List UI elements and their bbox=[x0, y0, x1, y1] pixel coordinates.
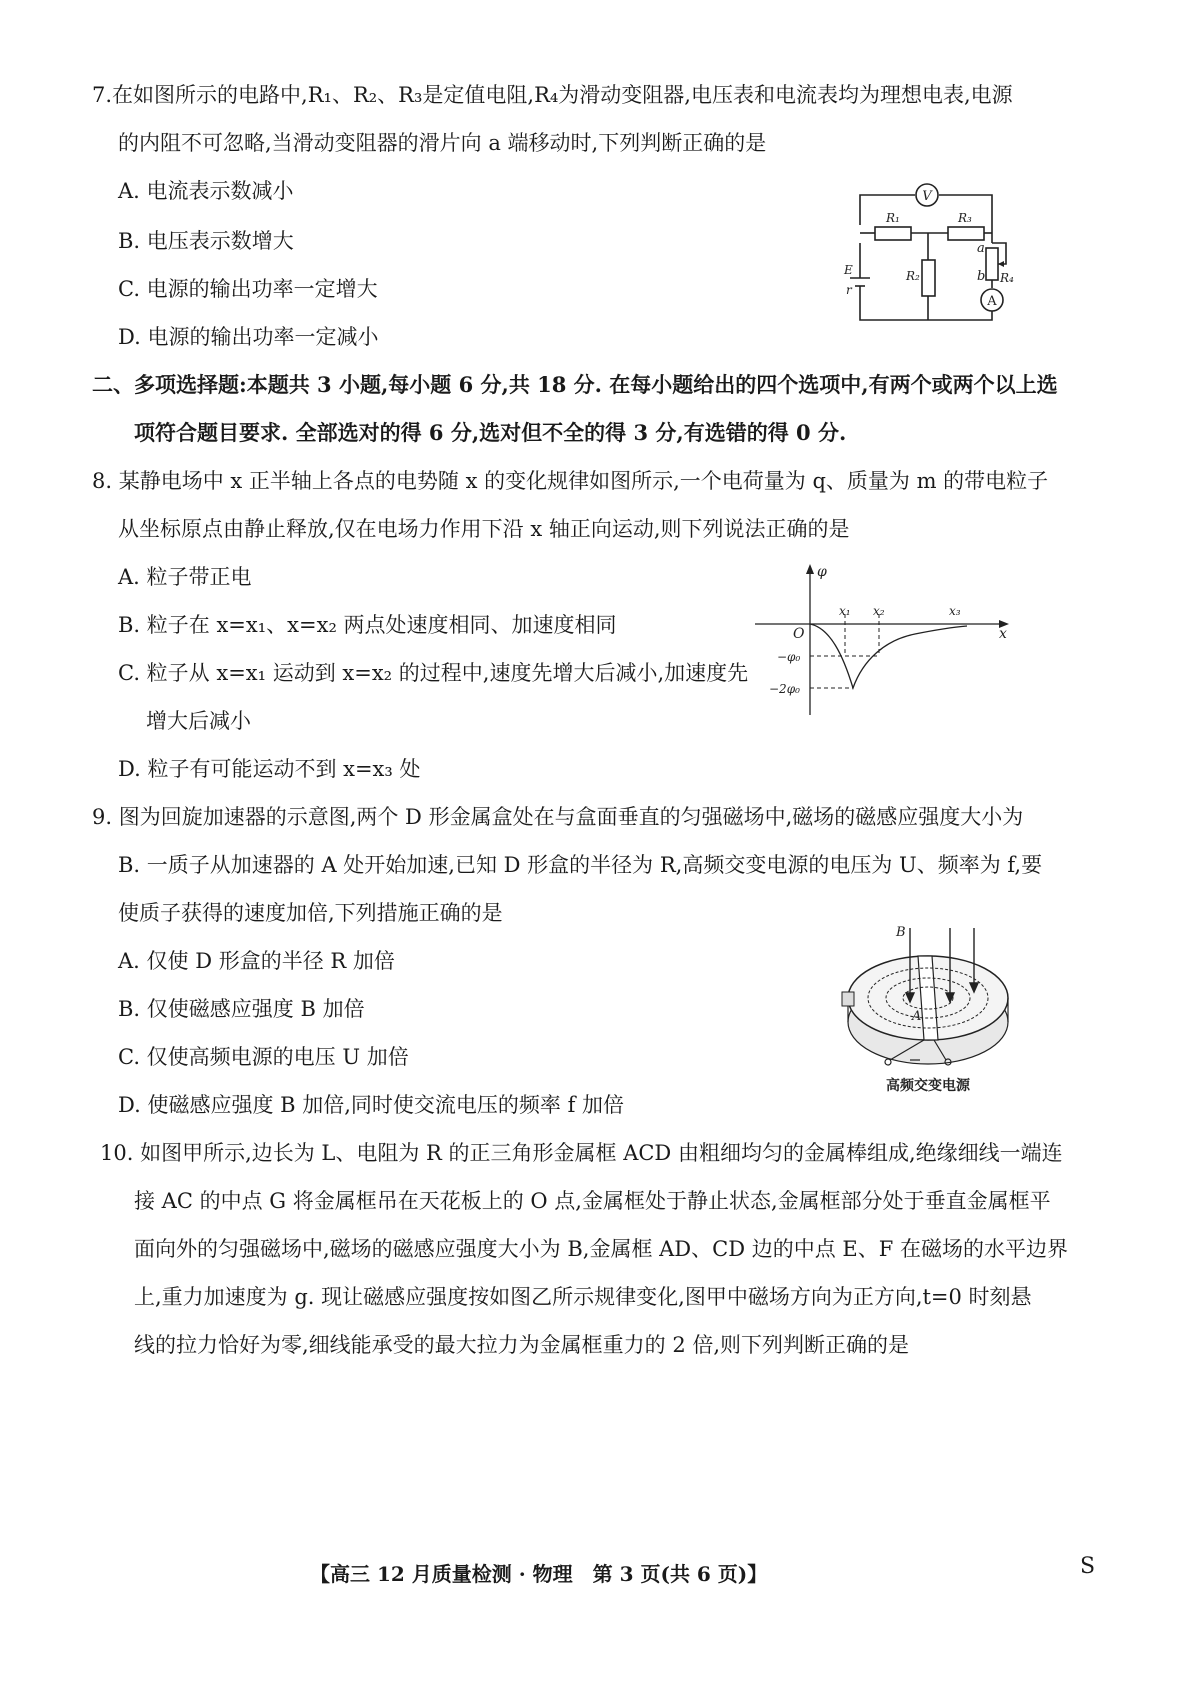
label-r-internal: r bbox=[846, 283, 852, 297]
q8-option-b: B. 粒子在 x=x₁、x=x₂ 两点处速度相同、加速度相同 bbox=[118, 613, 617, 637]
q7-option-c: C. 电源的输出功率一定增大 bbox=[118, 277, 378, 301]
q7-stem-line2: 的内阻不可忽略,当滑动变阻器的滑片向 a 端移动时,下列判断正确的是 bbox=[118, 131, 767, 155]
q7-option-d: D. 电源的输出功率一定减小 bbox=[118, 325, 379, 349]
q10-stem-line5: 线的拉力恰好为零,细线能承受的最大拉力为金属框重力的 2 倍,则下列判断正确的是 bbox=[134, 1333, 910, 1357]
q9-option-d: D. 使磁感应强度 B 加倍,同时使交流电压的频率 f 加倍 bbox=[118, 1093, 625, 1117]
voltmeter-symbol: V bbox=[922, 189, 932, 204]
q8-stem-line2: 从坐标原点由静止释放,仅在电场力作用下沿 x 轴正向运动,则下列说法正确的是 bbox=[118, 517, 850, 541]
q7-circuit-diagram bbox=[840, 170, 1040, 330]
q9-cyclotron-diagram bbox=[838, 910, 1018, 1100]
origin-label: O bbox=[793, 626, 805, 642]
axis-phi-label: φ bbox=[817, 564, 827, 580]
q10-stem-line2: 接 AC 的中点 G 将金属框吊在天花板上的 O 点,金属框处于静止状态,金属框部分处于垂直金属框平 bbox=[134, 1189, 1051, 1213]
q10-stem-line4: 上,重力加速度为 g. 现让磁感应强度按如图乙所示规律变化,图甲中磁场方向为正方向,t=0 时刻悬 bbox=[134, 1285, 1032, 1309]
q7-option-a: A. 电流表示数减小 bbox=[118, 179, 294, 203]
q9-stem-line3: 使质子获得的速度加倍,下列措施正确的是 bbox=[118, 901, 503, 925]
version-mark: S bbox=[1080, 1554, 1096, 1579]
q9-option-a: A. 仅使 D 形盒的半径 R 加倍 bbox=[118, 949, 395, 973]
q9-stem-line2: B. 一质子从加速器的 A 处开始加速,已知 D 形盒的半径为 R,高频交变电源的电压为 U、频率为 f,要 bbox=[118, 853, 1043, 877]
cyclotron-a-label: A bbox=[912, 1009, 922, 1024]
q7-stem-line1: 7.在如图所示的电路中,R₁、R₂、R₃是定值电阻,R₄为滑动变阻器,电压表和电流表均为理想电表,电源 bbox=[92, 83, 1013, 107]
section2-heading-line2: 项符合题目要求. 全部选对的得 6 分,选对但不全的得 3 分,有选错的得 0 分. bbox=[134, 420, 847, 445]
q7-option-b: B. 电压表示数增大 bbox=[118, 229, 294, 253]
tick-x2: x₂ bbox=[873, 604, 885, 618]
tick-minus-2phi0: −2φ₀ bbox=[769, 682, 800, 696]
ammeter-symbol: A bbox=[987, 294, 997, 309]
section2-heading-line1: 二、多项选择题:本题共 3 小题,每小题 6 分,共 18 分. 在每小题给出的四个选项中,有两个或两个以上选 bbox=[92, 372, 1058, 397]
q10-stem-line1: 10. 如图甲所示,边长为 L、电阻为 R 的正三角形金属框 ACD 由粗细均匀的金属棒组成,绝缘细线一端连 bbox=[100, 1141, 1063, 1165]
q9-stem-line1: 9. 图为回旋加速器的示意图,两个 D 形金属盒处在与盒面垂直的匀强磁场中,磁场的磁感应强度大小为 bbox=[92, 805, 1024, 829]
label-r3: R₃ bbox=[958, 211, 972, 225]
q8-option-c: C. 粒子从 x=x₁ 运动到 x=x₂ 的过程中,速度先增大后减小,加速度先 bbox=[118, 661, 749, 685]
label-r4: R₄ bbox=[1000, 271, 1014, 285]
label-e: E bbox=[844, 263, 853, 277]
tick-x3: x₃ bbox=[949, 604, 961, 618]
label-b-end: b bbox=[977, 269, 986, 284]
cyclotron-caption: 高频交变电源 bbox=[886, 1078, 970, 1094]
q8-option-d: D. 粒子有可能运动不到 x=x₃ 处 bbox=[118, 757, 421, 781]
tick-minus-phi0: −φ₀ bbox=[777, 650, 801, 664]
axis-x-label: x bbox=[999, 626, 1007, 642]
q9-option-b: B. 仅使磁感应强度 B 加倍 bbox=[118, 997, 365, 1021]
tick-x1: x₁ bbox=[839, 604, 851, 618]
cyclotron-b-label: B bbox=[896, 925, 906, 940]
q8-option-a: A. 粒子带正电 bbox=[118, 565, 252, 589]
label-a-end: a bbox=[977, 241, 985, 256]
q8-option-c-cont: 增大后减小 bbox=[146, 709, 251, 733]
q8-potential-graph bbox=[755, 560, 1015, 725]
label-r2: R₂ bbox=[906, 269, 920, 283]
label-r1: R₁ bbox=[886, 211, 900, 225]
q9-option-c: C. 仅使高频电源的电压 U 加倍 bbox=[118, 1045, 409, 1069]
page-footer: 【高三 12 月质量检测 · 物理 第 3 页(共 6 页)】 bbox=[310, 1562, 768, 1586]
q8-stem-line1: 8. 某静电场中 x 正半轴上各点的电势随 x 的变化规律如图所示,一个电荷量为 q、质量为 m 的带电粒子 bbox=[92, 469, 1049, 493]
q10-stem-line3: 面向外的匀强磁场中,磁场的磁感应强度大小为 B,金属框 AD、CD 边的中点 E、F 在磁场的水平边界 bbox=[134, 1237, 1068, 1261]
